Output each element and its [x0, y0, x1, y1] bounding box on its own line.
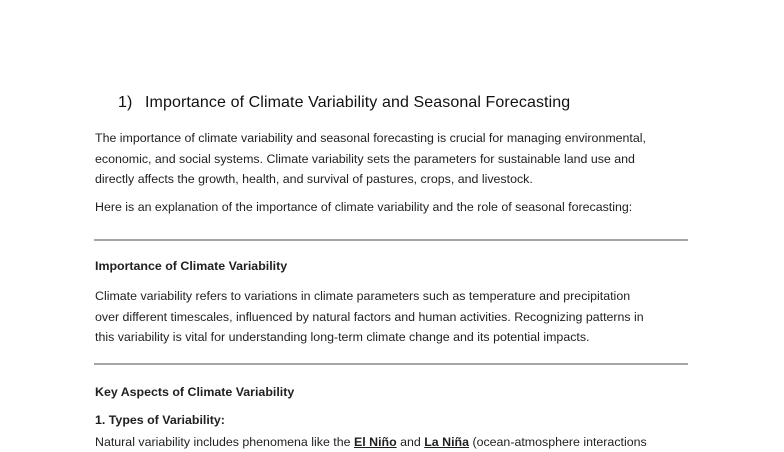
- key-aspects-heading: Key Aspects of Climate Variability: [95, 385, 295, 399]
- horizontal-divider: [94, 239, 688, 241]
- importance-paragraph: [95, 286, 695, 348]
- types-of-variability-text: Natural variability includes phenomena like the El Niño and La Niña (ocean-atmosphere interactions: [95, 435, 647, 449]
- intro-line-1: The importance of climate variability and seasonal forecasting is crucial for managing environmental,: [95, 131, 646, 145]
- section-heading: [118, 94, 570, 112]
- importance-heading: Importance of Climate Variability: [95, 259, 288, 273]
- section-number: 1): [118, 94, 133, 111]
- types-of-variability-heading: 1. Types of Variability:: [95, 413, 225, 427]
- intro-line-3: directly affects the growth, health, and survival of pastures, crops, and livestock.: [95, 172, 533, 186]
- section-title: Importance of Climate Variability and Seasonal Forecasting: [144, 94, 571, 111]
- explanation-line: Here is an explanation of the importance of climate variability and the role of seasonal forecasting:: [95, 200, 633, 214]
- importance-line-1: Climate variability refers to variations in climate parameters such as temperature and precipitation: [95, 289, 631, 303]
- la-nina-term: La Niña: [424, 435, 469, 449]
- el-nino-term: El Niño: [353, 435, 397, 449]
- explanation-paragraph: [95, 197, 695, 218]
- importance-line-2: over different timescales, influenced by natural factors and human activities. Recognizing patterns in: [95, 309, 644, 324]
- horizontal-divider: [94, 363, 688, 365]
- intro-line-2: economic, and social systems. Climate variability sets the parameters for sustainable land use and: [95, 151, 635, 166]
- importance-line-3: this variability is vital for understanding long-term climate change and its potential impacts.: [95, 330, 590, 344]
- intro-paragraph: [95, 128, 695, 190]
